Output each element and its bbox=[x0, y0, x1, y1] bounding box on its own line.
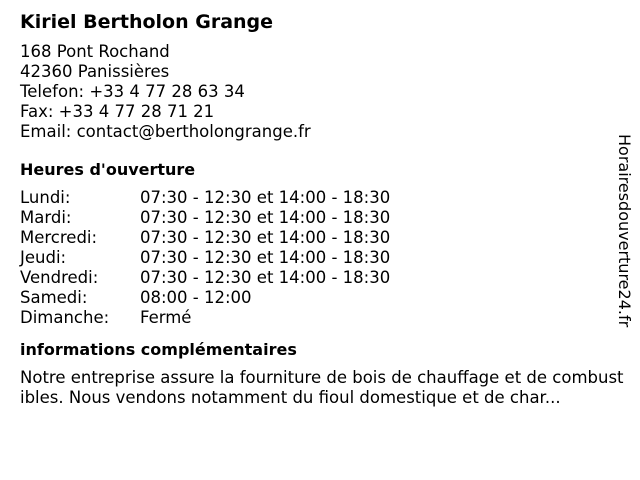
day-label: Mardi: bbox=[20, 208, 72, 227]
day-hours: Fermé bbox=[140, 308, 192, 327]
hours-row bbox=[20, 288, 390, 308]
hours-row bbox=[20, 248, 390, 268]
day-hours: 07:30 - 12:30 et 14:00 - 18:30 bbox=[140, 228, 391, 247]
day-label: Samedi: bbox=[20, 288, 88, 307]
business-name: Kiriel Bertholon Grange bbox=[20, 11, 274, 33]
day-label: Jeudi: bbox=[20, 248, 67, 267]
site-watermark: Horairesdouverture24.fr bbox=[615, 134, 634, 328]
day-hours: 08:00 - 12:00 bbox=[140, 288, 252, 307]
city-address: 42360 Panissières bbox=[20, 62, 170, 81]
day-hours: 07:30 - 12:30 et 14:00 - 18:30 bbox=[140, 208, 391, 227]
hours-row bbox=[20, 228, 390, 248]
hours-row bbox=[20, 188, 390, 208]
email-address: Email: contact@bertholongrange.fr bbox=[20, 122, 311, 141]
fax-number: Fax: +33 4 77 28 71 21 bbox=[20, 102, 215, 121]
additional-info-heading: informations complémentaires bbox=[20, 340, 297, 359]
day-hours: 07:30 - 12:30 et 14:00 - 18:30 bbox=[140, 268, 391, 287]
opening-hours-table bbox=[20, 188, 390, 328]
day-hours: 07:30 - 12:30 et 14:00 - 18:30 bbox=[140, 248, 391, 267]
day-hours: 07:30 - 12:30 et 14:00 - 18:30 bbox=[140, 188, 391, 207]
additional-info-text: Notre entreprise assure la fourniture de bois de chauffage et de combustibles. Nous vendons notamment du fioul domestique et de char... bbox=[20, 368, 624, 407]
street-address: 168 Pont Rochand bbox=[20, 42, 170, 61]
day-label: Dimanche: bbox=[20, 308, 110, 327]
opening-hours-heading: Heures d'ouverture bbox=[20, 160, 196, 179]
hours-row bbox=[20, 208, 390, 228]
hours-row bbox=[20, 308, 390, 328]
hours-row bbox=[20, 268, 390, 288]
phone-number: Telefon: +33 4 77 28 63 34 bbox=[20, 82, 245, 101]
day-label: Vendredi: bbox=[20, 268, 99, 287]
day-label: Lundi: bbox=[20, 188, 71, 207]
day-label: Mercredi: bbox=[20, 228, 98, 247]
business-listing bbox=[20, 8, 624, 408]
address-block bbox=[20, 42, 620, 142]
